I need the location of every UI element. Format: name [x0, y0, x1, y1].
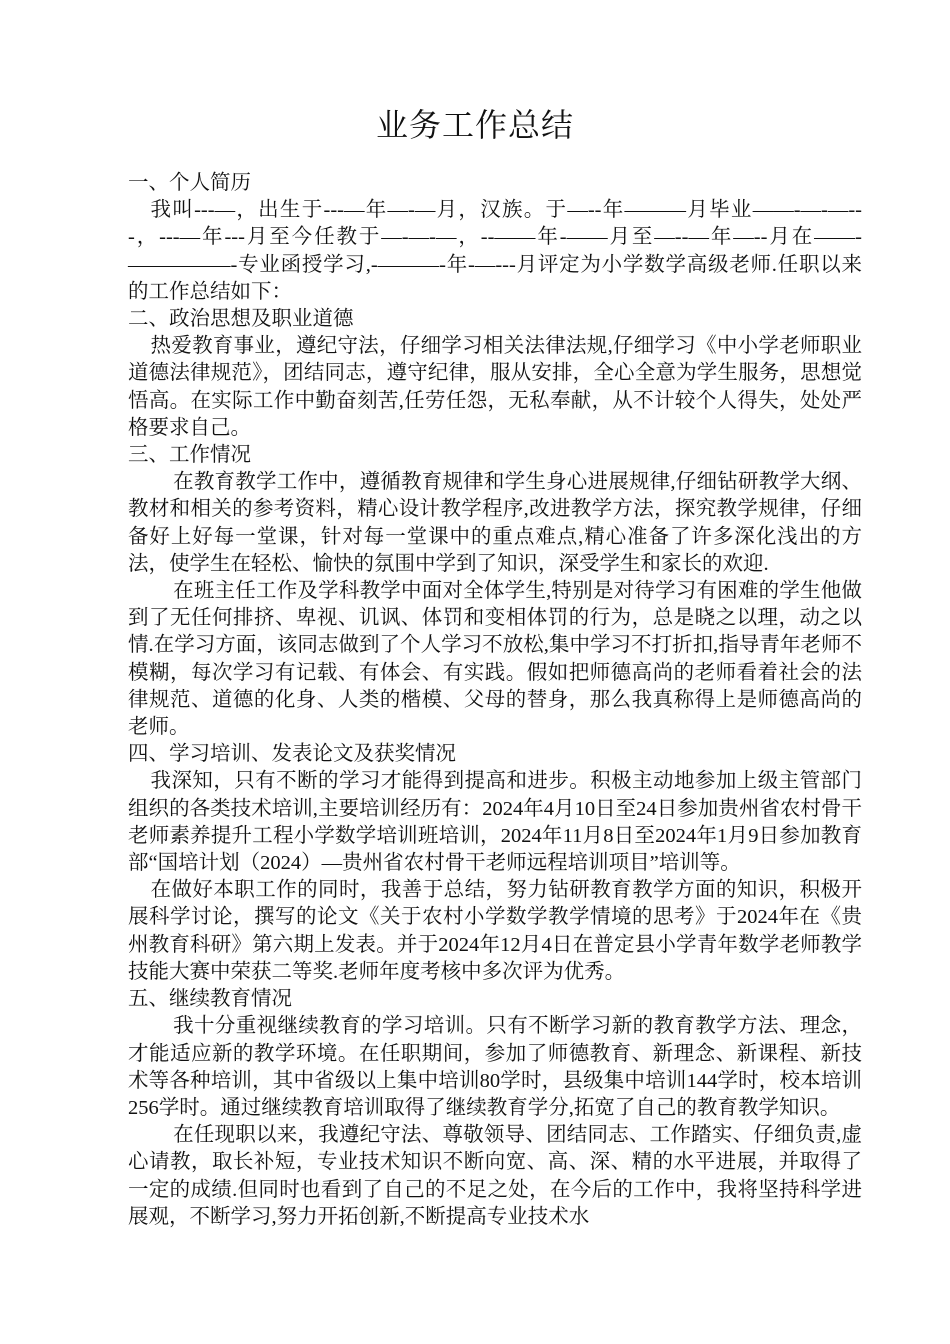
section-heading-training: 四、学习培训、发表论文及获奖情况 [128, 743, 456, 766]
paragraph-continuing-education: 我十分重视继续教育的学习培训。只有不断学习新的教育教学方法、理念，才能适应新的教学环境。在任职期间，参加了师德教育、新理念、新课程、新技术等各种培训，其中省级以上集中培训80学时，县级集中培训144学时，校本培训256学时。通过继续教育培训取得了继续教育学分,拓宽了自己的教育教学知识。 [128, 1015, 862, 1119]
document-title: 业务工作总结 [375, 107, 574, 143]
paragraph-ethics: 热爱教育事业，遵纪守法，仔细学习相关法律法规,仔细学习《中小学老师职业道德法律规范》，团结同志，遵守纪律，服从安排，全心全意为学生服务，思想觉悟高。在实际工作中勤奋刻苦,任劳任怨，无私奉献，从不计较个人得失，处处严格要求自己。 [128, 335, 862, 439]
paragraph-work-classteacher: 在班主任工作及学科教学中面对全体学生,特别是对待学习有困难的学生他做到了无任何排挤、卑视、讥讽、体罚和变相体罚的行为，总是晓之以理，动之以情.在学习方面，该同志做到了个人学习不放松,集中学习不打折扣,指导青年老师不模糊，每次学习有记载、有体会、有实践。假如把师德高尚的老师看着社会的法律规范、道德的化身、人类的楷模、父母的替身，那么我真称得上是师德高尚的老师。 [128, 580, 862, 739]
section-heading-ethics: 二、政治思想及职业道德 [128, 308, 354, 331]
section-heading-work: 三、工作情况 [128, 444, 251, 467]
paragraph-work-teaching: 在教育教学工作中，遵循教育规律和学生身心进展规律,仔细钻研教学大纲、教材和相关的参考资料，精心设计教学程序,改进教学方法，探究教学规律，仔细备好上好每一堂课，针对每一堂课中的重点难点,精心准备了许多深化浅出的方法，使学生在轻松、愉快的氛围中学到了知识，深受学生和家长的欢迎. [128, 471, 862, 575]
document-body [128, 170, 862, 1231]
paragraph-papers-awards: 在做好本职工作的同时，我善于总结，努力钻研教育教学方面的知识，积极开展科学讨论，撰写的论文《关于农村小学数学教学情境的思考》于2024年在《贵州教育科研》第六期上发表。并于2024年12月4日在普定县小学青年数学老师教学技能大赛中荣获二等奖.老师年度考核中多次评为优秀。 [128, 879, 862, 983]
paragraph-training: 我深知，只有不断的学习才能得到提高和进步。积极主动地参加上级主管部门组织的各类技术培训,主要培训经历有：2024年4月10日至24日参加贵州省农村骨干老师素养提升工程小学数学培训班培训，2024年11月8日至2024年1月9日参加教育部“国培计划（2024）—贵州省农村骨干老师远程培训项目”培训等。 [128, 770, 862, 875]
section-heading-resume: 一、个人简历 [128, 172, 251, 194]
paragraph-resume: 我叫---—，出生于---—年—-—月，汉族。于—--年———月毕业——-—-—---，---—年---月至今任教于—-—-—，--——年-——月至—--—年—--月在——-—————-专业函授学习,-———-年-—---月评定为小学数学高级老师.任职以来的工作总结如下： [128, 199, 862, 303]
section-heading-continuing-education: 五、继续教育情况 [128, 988, 292, 1011]
paragraph-conclusion: 在任现职以来，我遵纪守法、尊敬领导、团结同志、工作踏实、仔细负责,虚心请教，取长补短，专业技术知识不断向宽、高、深、精的水平进展，并取得了一定的成绩.但同时也看到了自己的不足之处，在今后的工作中，我将坚持科学进展观，不断学习,努力开拓创新,不断提高专业技术水 [128, 1124, 862, 1228]
